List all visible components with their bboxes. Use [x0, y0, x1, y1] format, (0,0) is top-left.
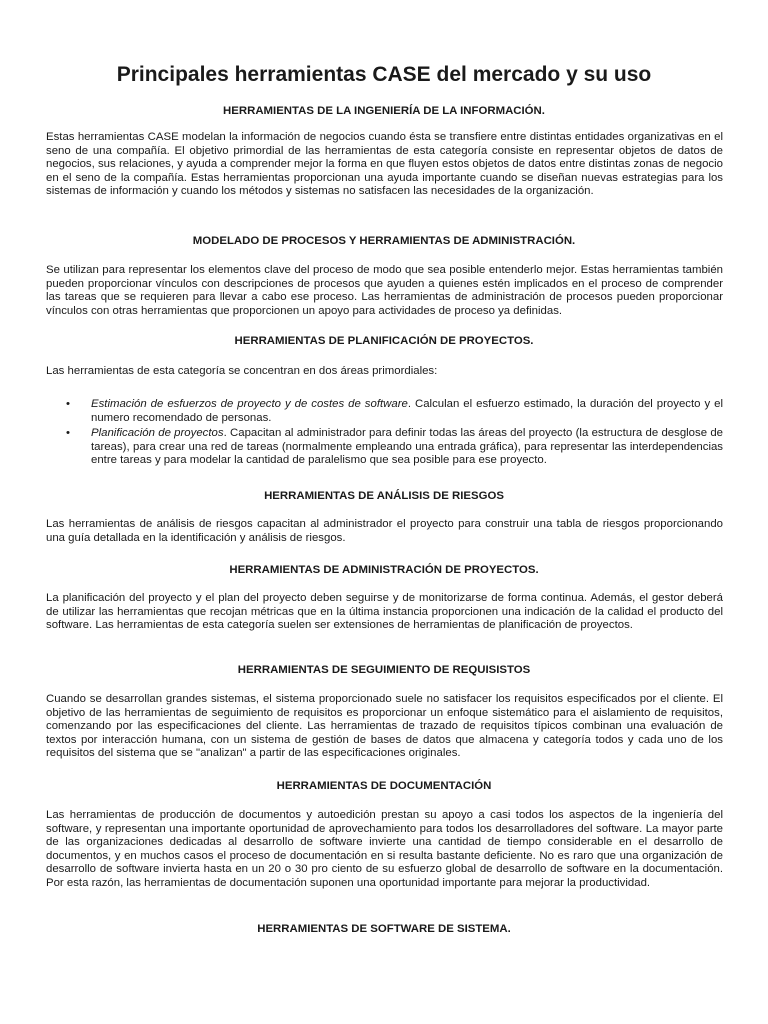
section-heading-ingenieria-informacion: HERRAMIENTAS DE LA INGENIERÍA DE LA INFORMACIÓN.	[223, 105, 545, 117]
section-heading-planificacion-proyectos: HERRAMIENTAS DE PLANIFICACIÓN DE PROYECTOS.	[234, 335, 534, 347]
section-heading-modelado-procesos: MODELADO DE PROCESOS Y HERRAMIENTAS DE ADMINISTRACIÓN.	[192, 235, 576, 247]
section-body-modelado-procesos: Se utilizan para representar los elementos clave del proceso de modo que sea posible entenderlo mejor. Estas herramientas también pueden proporcionar vínculos con descripciones de procesos que ayuden a quienes estén implicados en el proceso de comprender las tareas que se requieren para llevar a cabo ese proceso. Las herramientas de administración de procesos pueden proporcionar vínculos con otras herramientas que proporcionen un apoyo para actividades de proceso ya definidas.	[46, 264, 723, 317]
section-heading-documentacion: HERRAMIENTAS DE DOCUMENTACIÓN	[276, 780, 492, 792]
list-item-term: Planificación de proyectos	[91, 427, 224, 439]
section-body-planificacion-proyectos: Las herramientas de esta categoría se concentran en dos áreas primordiales:	[46, 365, 438, 377]
list-item	[46, 398, 723, 425]
list-item-term: Estimación de esfuerzos de proyecto y de costes de software	[91, 398, 408, 410]
section-body-documentacion: Las herramientas de producción de documentos y autoedición prestan su apoyo a casi todos los aspectos de la ingeniería del software, y representan una importante oportunidad de aprovechamiento para todos los desarrolladores del software. La mayor parte de las organizaciones dedicadas al desarrollo de software invierte una cantidad de tiempo considerable en el desarrollo de documentos, y en muchos casos el proceso de documentación en si resulta bastante deficiente. No es raro que una organización de desarrollo de software invierta hasta en un 20 o 30 pro ciento de su esfuerzo global de desarrollo de software en la documentación. Por esta razón, las herramientas de documentación suponen una oportunidad importante para mejorar la productividad.	[46, 809, 723, 889]
list-item-text: . Calculan el esfuerzo estimado, la duración del proyecto y el numero recomendado de personas.	[91, 398, 723, 424]
section-body-administracion-proyectos: La planificación del proyecto y el plan del proyecto deben seguirse y de monitorizarse de forma continua. Además, el gestor deberá de utilizar las herramientas que recojan métricas que en la última instancia proporcionen una indicación de la calidad el producto del software. Las herramientas de esta categoría suelen ser extensiones de herramientas de planificación de proyectos.	[46, 592, 723, 631]
section-heading-seguimiento-requisitos: HERRAMIENTAS DE SEGUIMIENTO DE REQUISISTOS	[237, 664, 531, 676]
section-body-ingenieria-informacion: Estas herramientas CASE modelan la información de negocios cuando ésta se transfiere entre distintas entidades organizativas en el seno de una compañía. El objetivo primordial de las herramientas de esta categoría consiste en representar objetos de datos de negocios, sus relaciones, y ayuda a comprender mejor la forma en que fluyen estos objetos de datos entre distintas zonas de negocio en el seno de la compañía. Estas herramientas proporcionan una ayuda importante cuando se diseñan nuevas estrategias para los sistemas de información y cuando los métodos y sistemas no satisfacen las necesidades de la organización.	[46, 131, 723, 197]
bullet-icon: •	[66, 427, 70, 439]
section-heading-analisis-riesgos: HERRAMIENTAS DE ANÁLISIS DE RIESGOS	[264, 490, 504, 502]
section-body-seguimiento-requisitos: Cuando se desarrollan grandes sistemas, el sistema proporcionado suele no satisfacer los requisitos especificados por el cliente. El objetivo de las herramientas de seguimiento de requisitos es proporcionar un enfoque sistemático para el aislamiento de requisitos, comenzando por las especificaciones del cliente. Las herramientas de trazado de requisitos típicos combinan una evaluación de textos por interacción humana, con un sistema de gestión de bases de datos que almacena y categoría todos y cada uno de los requisitos del sistema que se "analizan" a partir de las especificaciones originales.	[46, 693, 723, 759]
list-item-text: . Capacitan al administrador para definir todas las áreas del proyecto (la estructura de desglose de tareas), para crear una red de tareas (normalmente empleando una entrada gráfica), para representar las interdependencias entre tareas y para modelar la cantidad de paralelismo que sea posible para ese proyecto.	[91, 427, 723, 466]
page-title: Principales herramientas CASE del mercado y su uso	[116, 63, 652, 86]
section-heading-administracion-proyectos: HERRAMIENTAS DE ADMINISTRACIÓN DE PROYECTOS.	[229, 564, 539, 576]
planificacion-bullet-list	[46, 398, 723, 470]
list-item	[46, 427, 723, 468]
section-body-analisis-riesgos: Las herramientas de análisis de riesgos capacitan al administrador el proyecto para construir una tabla de riesgos proporcionando una guía detallada en la identificación y análisis de riesgos.	[46, 518, 723, 544]
bullet-icon: •	[66, 398, 70, 410]
section-heading-software-sistema: HERRAMIENTAS DE SOFTWARE DE SISTEMA.	[257, 923, 511, 935]
